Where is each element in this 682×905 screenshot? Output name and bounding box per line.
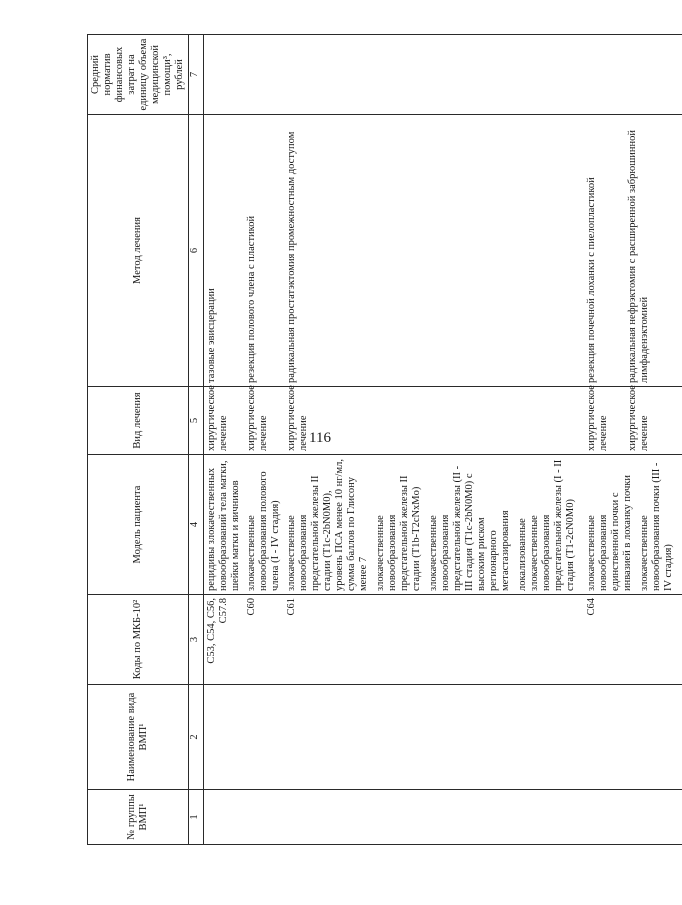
icd-code-cell: C60: [244, 595, 284, 685]
cost-cell: [204, 35, 245, 115]
vmp-name-cell: [204, 685, 245, 790]
icd-code-cell: C53, C54, C56, C57.8: [204, 595, 245, 685]
header-treatment-type: Вид лечения: [88, 387, 189, 455]
group-number-cell: [284, 790, 584, 845]
header-group-number: № группы ВМП¹: [88, 790, 189, 845]
treatment-method-text: резекция почечной лоханки с пиелопластикой: [586, 177, 597, 383]
column-number: 7: [189, 35, 204, 115]
column-number: 1: [189, 790, 204, 845]
header-icd-codes: Коды по МКБ-10²: [88, 595, 189, 685]
cost-cell: [284, 35, 584, 115]
header-vmp-name: Наименование вида ВМП¹: [88, 685, 189, 790]
patient-model-text: локализованные злокачественные новообразования предстательной железы (I - II стадия (T1-2cN0M0): [517, 459, 576, 591]
patient-model-text: злокачественные новообразования предстательной железы II стадии (T1b-T2cNxMo): [375, 475, 422, 591]
table-row: [584, 35, 682, 845]
column-number: 2: [189, 685, 204, 790]
patient-model-cell: [284, 455, 584, 595]
vmp-name-cell: [584, 685, 682, 790]
column-number: 4: [189, 455, 204, 595]
vmp-name-cell: [244, 685, 284, 790]
column-number: 3: [189, 595, 204, 685]
header-patient-model: Модель пациента: [88, 455, 189, 595]
vmp-name-cell: [284, 685, 584, 790]
header-cost-norm: Средний норматив финансовых затрат на единицу объема медицинской помощи³, рублей: [88, 35, 189, 115]
icd-code-cell: C64: [584, 595, 682, 685]
group-number-cell: [244, 790, 284, 845]
icd-code-cell: C61: [284, 595, 584, 685]
treatment-method-cell: тазовые эвисцерации: [204, 115, 245, 387]
page-number: 116: [309, 430, 331, 446]
header-treatment-method: Метод лечения: [88, 115, 189, 387]
table-row: [204, 35, 245, 845]
patient-model-text: злокачественные новообразования почки (III - IV стадия): [639, 462, 674, 591]
treatment-method-cell: [584, 115, 682, 387]
table-row: [284, 35, 584, 845]
treatment-method-cell: резекция полового члена с пластикой: [244, 115, 284, 387]
treatment-type-cell: [584, 387, 682, 455]
treatment-type-cell: хирургическое лечение: [244, 387, 284, 455]
table-row: [244, 35, 284, 845]
patient-model-text: злокачественные новообразования предстательной железы II стадии (T1c-2bN0M0), уровень ПСА менее 10 нг/мл, сумма баллов по Глисону менее 7: [286, 459, 369, 591]
patient-model-cell: злокачественные новообразования полового члена (I - IV стадия): [244, 455, 284, 595]
treatment-method-cell: радикальная простатэктомия промежностным доступом: [284, 115, 584, 387]
treatment-type-text: хирургическое лечение: [586, 385, 609, 451]
column-number: 5: [189, 387, 204, 455]
vmp-table: [87, 34, 682, 845]
column-number: 6: [189, 115, 204, 387]
treatment-method-text: радикальная нефрэктомия с расширенной забрюшинной лимфаденэктомией: [627, 130, 650, 383]
group-number-cell: [584, 790, 682, 845]
treatment-type-cell: хирургическое лечение: [284, 387, 584, 455]
patient-model-text: злокачественные новообразования предстательной железы (II - III стадия (T1c-2bN0M0) с высоким риском регионарного метастазирования: [428, 465, 511, 591]
patient-model-cell: [584, 455, 682, 595]
rotated-table-container: [87, 35, 674, 845]
cost-cell: [244, 35, 284, 115]
patient-model-cell: рецидивы злокачественных новообразований тела матки, шейки матки и яичников: [204, 455, 245, 595]
group-number-cell: [204, 790, 245, 845]
header-row: [88, 35, 189, 845]
column-number-row: [189, 35, 204, 845]
cost-cell: [584, 35, 682, 115]
treatment-type-cell: хирургическое лечение: [204, 387, 245, 455]
patient-model-text: злокачественные новообразования единственной почки с инвазией в лоханку почки: [586, 474, 633, 591]
treatment-type-text: хирургическое лечение: [627, 385, 650, 451]
